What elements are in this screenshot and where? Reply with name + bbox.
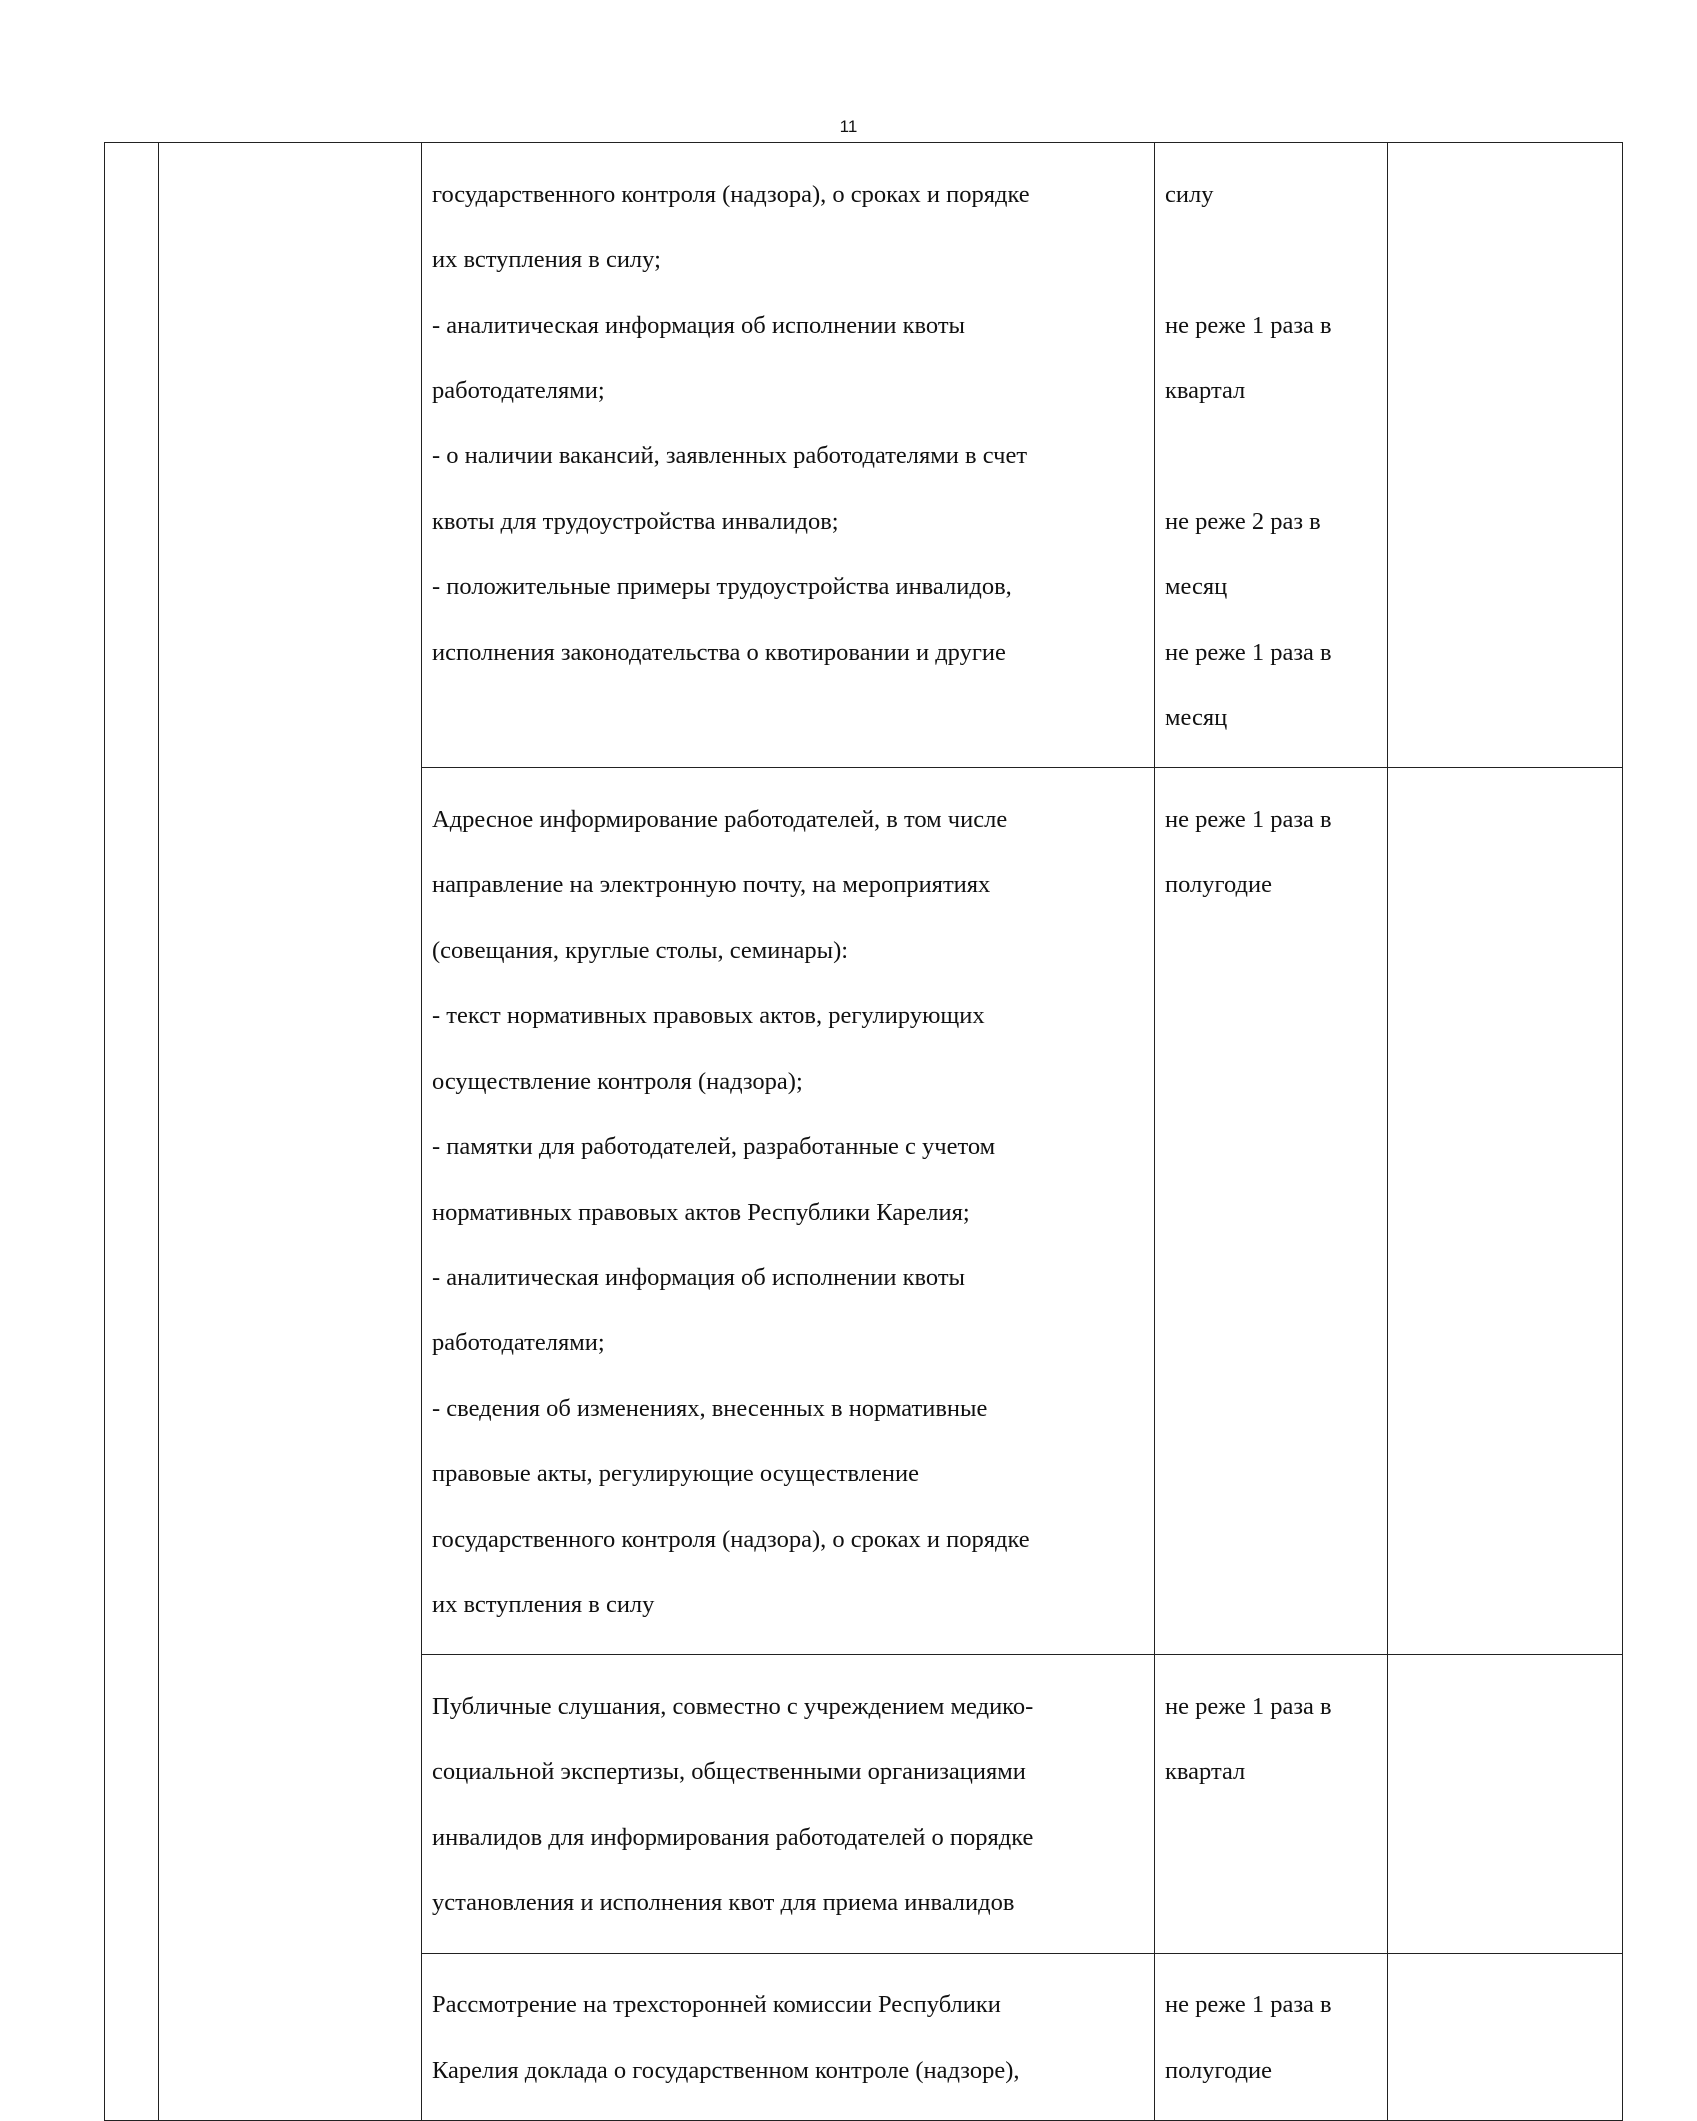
text-line: исполнения законодательства о квотировании и другие [432, 638, 1006, 666]
text-line: - сведения об изменениях, внесенных в нормативные [432, 1394, 988, 1422]
text-line: их вступления в силу; [432, 246, 661, 274]
frequency-spacer [1165, 935, 1377, 968]
note-cell [1388, 768, 1623, 1655]
text-line: Публичные слушания, совместно с учреждением медико- [432, 1693, 1034, 1721]
text-line: - текст нормативных правовых актов, регулирующих [432, 1002, 985, 1030]
text-line: правовые акты, регулирующие осуществление [432, 1460, 919, 1488]
text-line: установления и исполнения квот для приема инвалидов [432, 1889, 1015, 1917]
text-line: работодателями; [432, 1329, 605, 1357]
text-line: нормативных правовых актов Республики Карелия; [432, 1198, 970, 1226]
text-line: их вступления в силу [432, 1590, 655, 1618]
text-line: - памятки для работодателей, разработанные с учетом [432, 1133, 996, 1161]
number-cell [105, 143, 159, 2121]
measure-text-cell [422, 143, 1155, 768]
text-line: Адресное информирование работодателей, в том числе [432, 806, 1008, 834]
page-number: 11 [839, 117, 858, 136]
text-line: государственного контроля (надзора), о сроках и порядке [432, 1525, 1030, 1553]
frequency-cell [1155, 1655, 1388, 1953]
text-line: квоты для трудоустройства инвалидов; [432, 507, 839, 535]
text-line: осуществление контроля (надзора); [432, 1067, 803, 1095]
text-line: - аналитическая информация об исполнении квоты [432, 1263, 965, 1291]
measure-text-cell [422, 1953, 1155, 2121]
text-line: инвалидов для информирования работодателей о порядке [432, 1823, 1034, 1851]
frequency-cell [1155, 768, 1388, 1655]
table-row [105, 143, 1623, 768]
frequency-line: месяц [1165, 703, 1228, 731]
frequency-line: силу [1165, 180, 1214, 208]
frequency-line: квартал [1165, 1758, 1246, 1786]
text-line: Рассмотрение на трехсторонней комиссии Республики [432, 1991, 1001, 2019]
text-line: - о наличии вакансий, заявленных работодателями в счет [432, 442, 1028, 470]
frequency-line: не реже 1 раза в [1165, 806, 1332, 834]
text-line: работодателями; [432, 376, 605, 404]
frequency-line: не реже 1 раза в [1165, 638, 1332, 666]
text-line: - положительные примеры трудоустройства инвалидов, [432, 573, 1012, 601]
frequency-line: не реже 2 раз в [1165, 507, 1321, 535]
frequency-cell [1155, 143, 1388, 768]
frequency-line: полугодие [1165, 871, 1272, 899]
text-line: Карелия доклада о государственном контроле (надзоре), [432, 2056, 1020, 2084]
note-cell [1388, 1655, 1623, 1953]
text-line: - аналитическая информация об исполнении квоты [432, 311, 965, 339]
text-line: направление на электронную почту, на мероприятиях [432, 871, 991, 899]
frequency-line: не реже 1 раза в [1165, 1991, 1332, 2019]
text-line: (совещания, круглые столы, семинары): [432, 936, 849, 964]
text-line: государственного контроля (надзора), о сроках и порядке [432, 180, 1030, 208]
frequency-line: месяц [1165, 573, 1228, 601]
note-cell [1388, 1953, 1623, 2121]
frequency-spacer [1165, 440, 1377, 473]
text-line: социальной экспертизы, общественными организациями [432, 1758, 1026, 1786]
frequency-spacer [1165, 244, 1377, 277]
frequency-cell [1155, 1953, 1388, 2121]
subject-cell [159, 143, 422, 2121]
measure-text-cell [422, 768, 1155, 1655]
frequency-line: квартал [1165, 376, 1246, 404]
note-cell [1388, 143, 1623, 768]
measures-table [104, 142, 1623, 2121]
measure-text-cell [422, 1655, 1155, 1953]
frequency-line: полугодие [1165, 2056, 1272, 2084]
frequency-line: не реже 1 раза в [1165, 1693, 1332, 1721]
frequency-line: не реже 1 раза в [1165, 311, 1332, 339]
